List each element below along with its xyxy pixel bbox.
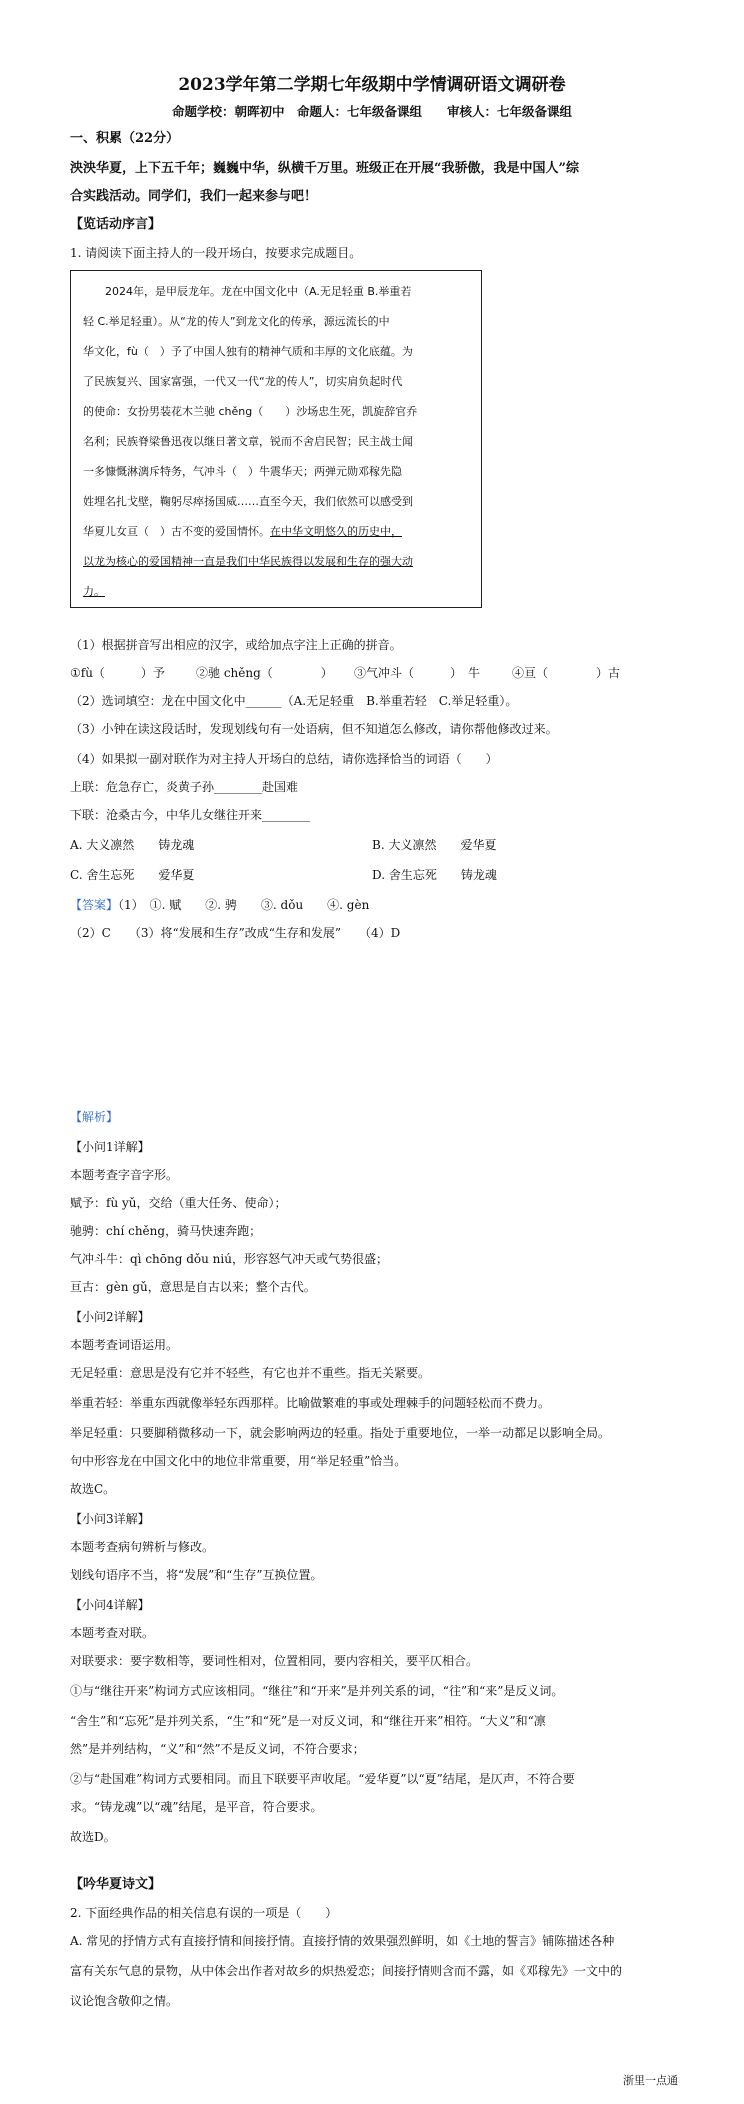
analysis-line: 无足轻重：意思是没有它并不轻些，有它也并不重些。指无关紧要。 — [70, 1366, 431, 1380]
analysis-line: 赋予：fù yǔ，交给（重大任务、使命）； — [70, 1196, 287, 1210]
answer-line — [70, 896, 369, 914]
option-a: A. 大义凛然 铸龙魂 — [70, 838, 195, 852]
passage-line: 华文化，fù（ ）予了中国人独有的精神气质和丰厚的文化底蕴。为 — [83, 345, 413, 358]
question-text: （3）小钟在读这段话时，发现划线句有一处语病，但不知道怎么修改，请你帮他修改过来。 — [70, 722, 558, 736]
analysis-line: 驰骋：chí chěng，骑马快速奔跑； — [70, 1224, 262, 1238]
passage-line — [83, 523, 402, 541]
analysis-line: 【小问1详解】 — [70, 1140, 150, 1154]
underlined-sentence: 在中华文明悠久的历史中， — [270, 525, 402, 538]
analysis-line: 故选D。 — [70, 1830, 116, 1844]
passage-line: 了民族复兴、国家富强，一代又一代“龙的传人”，切实肩负起时代 — [83, 375, 403, 388]
underlined-sentence: 力。 — [83, 585, 105, 598]
page-subtitle: 命题学校：朝晖初中 命题人：七年级备课组 审核人：七年级备课组 — [171, 104, 572, 119]
analysis-line: 本题考查病句辨析与修改。 — [70, 1540, 215, 1554]
answer-label: 【答案】 — [70, 898, 119, 912]
analysis-line: 故选C。 — [70, 1482, 116, 1496]
section-heading: 一、积累（22分） — [70, 131, 180, 146]
analysis-line: 气冲斗牛：qì chōng dǒu niú，形容怒气冲天或气势很盛； — [70, 1252, 388, 1266]
couplet-upper: 上联：危急存亡，炎黄子孙________赴国难 — [70, 780, 299, 794]
answer-text: （1） ①. 赋 ②. 骋 ③. dǒu ④. gèn — [118, 898, 370, 912]
intro-line: 合实践活动。同学们，我们一起来参与吧！ — [70, 189, 318, 204]
couplet-lower: 下联：沧桑古今，中华儿女继往开来________ — [70, 808, 311, 822]
analysis-line: 本题考查词语运用。 — [70, 1338, 179, 1352]
analysis-line: 求。“铸龙魂”以“魂”结尾，是平音，符合要求。 — [70, 1800, 323, 1814]
section-heading: 【吟华夏诗文】 — [70, 1877, 162, 1892]
blank-item: ①fù（ ）予 — [70, 666, 165, 680]
analysis-line: ①与“继往开来”构词方式应该相同。“继往”和“开来”是并列关系的词，“往”和“来”是反义词。 — [70, 1684, 564, 1698]
analysis-line: 【小问4详解】 — [70, 1598, 150, 1612]
question-text: 2. 下面经典作品的相关信息有误的一项是（ ） — [70, 1906, 338, 1920]
question-text: （2）选词填空：龙在中国文化中______（A.无足轻重 B.举重若轻 C.举足轻重）。 — [70, 694, 518, 708]
answer-text: （2）C （3）将“发展和生存”改成“生存和发展” （4）D — [70, 926, 401, 940]
analysis-line: 然”是并列结构，“义”和“然”不是反义词，不符合要求； — [70, 1742, 365, 1756]
analysis-line: 划线句语序不当，将“发展”和“生存”互换位置。 — [70, 1568, 323, 1582]
passage-line: 2024年，是甲辰龙年。龙在中国文化中（A.无足轻重 B.举重若 — [105, 285, 412, 298]
blank-item: ③气冲斗（ ） 牛 — [354, 666, 481, 680]
passage-text: 华夏儿女亘（ ）古不变的爱国情怀。 — [83, 525, 270, 538]
intro-line: 泱泱华夏，上下五千年；巍巍中华，纵横千万里。班级正在开展“我骄傲，我是中国人”综 — [70, 161, 579, 176]
question-text: （1）根据拼音写出相应的汉字，或给加点字注上正确的拼音。 — [70, 638, 402, 652]
option-c: C. 舍生忘死 爱华夏 — [70, 868, 195, 882]
analysis-line: ②与“赴国难”构词方式要相同。而且下联要平声收尾。“爱华夏”以“夏”结尾，是仄声，不符合要 — [70, 1772, 575, 1786]
passage-box — [70, 270, 482, 608]
passage-line: 的使命：女扮男装花木兰驰 chěng（ ）沙场忠生死，凯旋辞官乔 — [83, 405, 418, 418]
blank-item: ④亘（ ）古 — [512, 666, 621, 680]
option-text: 议论饱含敬仰之情。 — [70, 1994, 179, 2008]
passage-line: 姓埋名扎戈壁，鞠躬尽瘁扬国威……直至今天，我们依然可以感受到 — [83, 495, 413, 508]
passage-line: 轻 C.举足轻重）。从“龙的传人”到龙文化的传承，源远流长的中 — [83, 315, 390, 328]
option-d: D. 舍生忘死 铸龙魂 — [372, 868, 497, 882]
analysis-line: 句中形容龙在中国文化中的地位非常重要，用“举足轻重”恰当。 — [70, 1454, 407, 1468]
option-text: A. 常见的抒情方式有直接抒情和间接抒情。直接抒情的效果强烈鲜明，如《土地的誓言》铺陈描述各种 — [70, 1934, 615, 1948]
analysis-label: 【解析】 — [70, 1110, 119, 1124]
analysis-line: 本题考查对联。 — [70, 1626, 155, 1640]
analysis-line: “舍生”和“忘死”是并列关系，“生”和“死”是一对反义词，和“继往开来”相符。“大义”和“凛 — [70, 1714, 546, 1728]
passage-line: 名利；民族脊梁鲁迅夜以继日著文章，锐而不舍启民智；民主战士闻 — [83, 435, 413, 448]
analysis-line: 对联要求：要字数相等，要词性相对，位置相同，要内容相关，要平仄相合。 — [70, 1654, 479, 1668]
underlined-sentence: 以龙为核心的爱国精神一直是我们中华民族得以发展和生存的强大动 — [83, 555, 413, 568]
analysis-line: 【小问3详解】 — [70, 1512, 150, 1526]
question-text: （4）如果拟一副对联作为对主持人开场白的总结，请你选择恰当的词语（ ） — [70, 752, 498, 766]
footer-watermark: 浙里一点通 — [623, 2074, 678, 2087]
passage-line: 一多慷慨淋漓斥特务，气冲斗（ ）牛震华天；两弹元勋邓稼先隐 — [83, 465, 402, 478]
analysis-line: 举重若轻：举重东西就像举轻东西那样。比喻做繁难的事或处理棘手的问题轻松而不费力。 — [70, 1396, 551, 1410]
analysis-line: 本题考查字音字形。 — [70, 1168, 179, 1182]
sub-heading: 【览话动序言】 — [70, 217, 162, 232]
analysis-line: 【小问2详解】 — [70, 1310, 150, 1324]
page-title: 2023学年第二学期七年级期中学情调研语文调研卷 — [178, 75, 566, 95]
option-b: B. 大义凛然 爱华夏 — [372, 838, 497, 852]
analysis-line: 亘古：gèn gǔ，意思是自古以来；整个古代。 — [70, 1280, 316, 1294]
analysis-line: 举足轻重：只要脚稍微移动一下，就会影响两边的轻重。指处于重要地位，一举一动都足以影响全局。 — [70, 1426, 611, 1440]
option-text: 富有关东气息的景物，从中体会出作者对故乡的炽热爱恋；间接抒情则含而不露，如《邓稼先》一文中的 — [70, 1964, 623, 1978]
question-text: 1. 请阅读下面主持人的一段开场白，按要求完成题目。 — [70, 246, 362, 260]
blank-item: ②驰 chěng（ ） — [196, 666, 333, 680]
